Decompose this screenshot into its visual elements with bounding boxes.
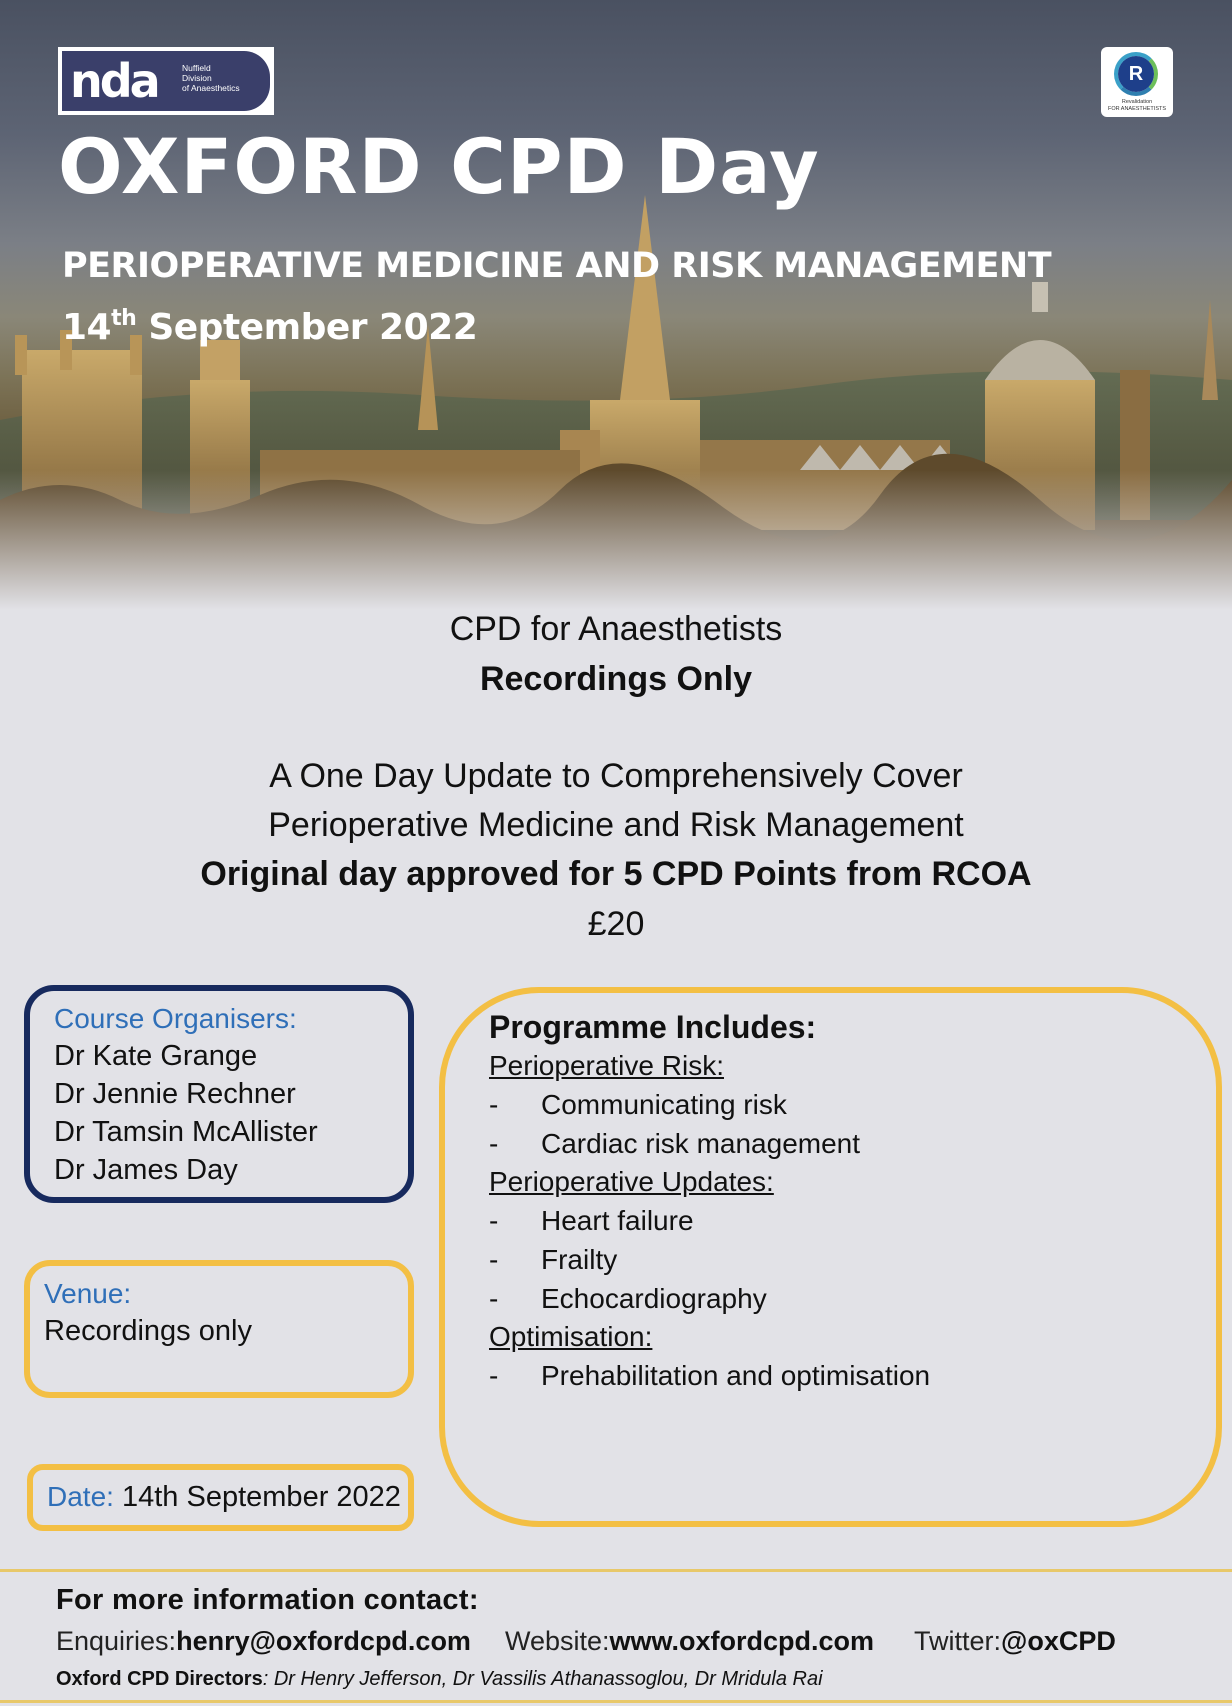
organiser-name: Dr Kate Grange <box>54 1040 258 1072</box>
cpd-approval: Original day approved for 5 CPD Points from RCOA <box>200 855 1032 893</box>
nda-logo-text: Nuffield Division of Anaesthetics <box>182 63 240 93</box>
footer-divider-bottom <box>0 1700 1232 1703</box>
revalidation-logo <box>1101 47 1173 117</box>
date-label: Date: <box>47 1481 114 1512</box>
directors-names: : Dr Henry Jefferson, Dr Vassilis Athanassoglou, Dr Mridula Rai <box>262 1668 823 1690</box>
venue-heading: Venue: <box>44 1278 132 1309</box>
list-item: - Echocardiography <box>489 1283 767 1314</box>
directors-label: Oxford CPD Directors <box>56 1668 263 1690</box>
date-value: 14th September 2022 <box>113 1481 401 1513</box>
intro-description-2: Perioperative Medicine and Risk Management <box>268 806 964 844</box>
page-title: OXFORD CPD Day <box>58 122 820 211</box>
programme-section-heading: Perioperative Risk: <box>489 1050 724 1081</box>
organiser-name: Dr Jennie Rechner <box>54 1078 296 1110</box>
intro-line-1: CPD for Anaesthetists <box>449 610 783 648</box>
programme-box <box>439 987 1222 1527</box>
programme-title: Programme Includes: <box>489 1009 817 1045</box>
nda-logo-mark: nda <box>70 54 158 108</box>
course-organisers-box <box>24 985 414 1203</box>
organiser-name: Dr James Day <box>54 1154 238 1186</box>
list-item: - Prehabilitation and optimisation <box>489 1360 931 1391</box>
hero-fade <box>0 470 1232 610</box>
list-item: - Heart failure <box>489 1205 694 1236</box>
revalidation-logo-mark: R <box>1118 56 1154 92</box>
website-link[interactable]: www.oxfordcpd.com <box>609 1626 875 1656</box>
price: £20 <box>587 905 645 943</box>
revalidation-logo-subtext: FOR ANAESTHETISTS <box>1107 106 1167 112</box>
date-box <box>27 1464 414 1531</box>
twitter-link[interactable]: @oxCPD <box>1001 1626 1116 1656</box>
website-label: Website: <box>504 1626 610 1656</box>
footer-contact-line <box>56 1626 1116 1657</box>
programme-section-heading: Perioperative Updates: <box>489 1166 774 1197</box>
organisers-heading: Course Organisers: <box>54 1003 297 1034</box>
enquiries-email-link[interactable]: henry@oxfordcpd.com <box>176 1626 471 1656</box>
page-subtitle: PERIOPERATIVE MEDICINE AND RISK MANAGEMENT <box>62 246 1052 286</box>
hero-date: 14th September 2022 <box>62 306 478 348</box>
venue-value: Recordings only <box>44 1315 252 1347</box>
revalidation-logo-text: Revalidation <box>1121 99 1153 105</box>
enquiries-label: Enquiries: <box>56 1626 177 1656</box>
list-item: - Frailty <box>489 1244 618 1275</box>
intro-line-2: Recordings Only <box>479 660 753 698</box>
footer-divider-top <box>0 1569 1232 1572</box>
list-item: - Cardiac risk management <box>489 1128 861 1159</box>
footer-heading: For more information contact: <box>56 1584 479 1616</box>
intro-description-1: A One Day Update to Comprehensively Cover <box>269 757 963 795</box>
hero-banner <box>0 0 1232 610</box>
twitter-label: Twitter: <box>914 1626 1002 1656</box>
nda-logo <box>58 47 274 115</box>
venue-box <box>24 1260 414 1398</box>
footer-directors <box>56 1668 823 1691</box>
programme-section-heading: Optimisation: <box>489 1321 653 1352</box>
list-item: - Communicating risk <box>489 1089 787 1120</box>
organiser-name: Dr Tamsin McAllister <box>54 1116 318 1148</box>
